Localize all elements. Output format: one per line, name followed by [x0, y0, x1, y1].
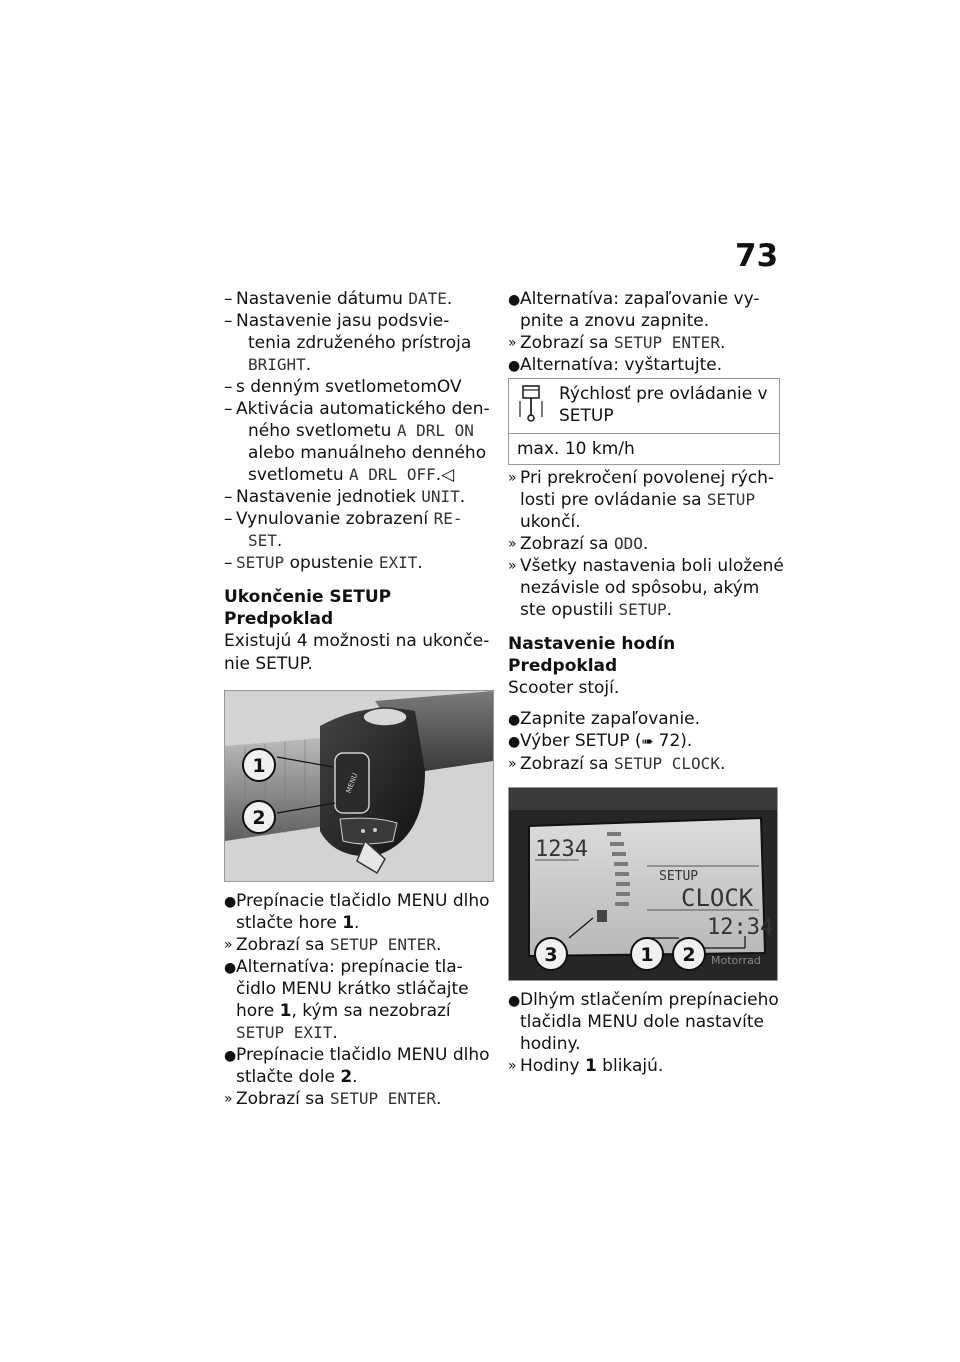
page-reference-icon: ➠: [641, 734, 654, 750]
speed-limit-value: max. 10 km/h: [509, 434, 780, 465]
speed-limit-title: Rýchlosť pre ovládanie v SETUP: [553, 379, 780, 434]
callout-2: [243, 801, 275, 833]
list-item: tenia združeného prístroja: [248, 333, 472, 353]
list-item: ukončí.: [520, 512, 581, 532]
instrument-display-figure: [508, 787, 778, 981]
list-item: nezávisle od spôsobu, akým: [520, 578, 760, 598]
exit-options-paragraph: Existujú 4 možnosti na ukonče- nie SETUP.: [224, 631, 490, 674]
section-heading-exit-setup: Ukončenie SETUP: [224, 587, 392, 607]
display-time-digits: 12:34: [707, 915, 774, 940]
handlebar-switch-figure: [224, 690, 494, 882]
list-item: – Nastavenie dátumu DATE.: [224, 289, 453, 309]
result-item: » Zobrazí sa SETUP ENTER.: [224, 935, 442, 955]
list-item: ● Prepínacie tlačidlo MENU dlho: [224, 891, 490, 911]
handlebar-switch-illustration: [225, 691, 493, 881]
list-item: – Nastavenie jednotiek UNIT.: [224, 487, 466, 507]
instrument-display-illustration: [509, 788, 777, 980]
prerequisite-heading-clock: Predpoklad: [508, 656, 618, 676]
callout-1: [243, 749, 275, 781]
menu-button-label: MENU: [344, 771, 360, 795]
piston-icon: [518, 383, 544, 423]
exit-steps-list: [224, 890, 496, 1110]
speed-limit-table: [508, 378, 780, 465]
clock-steps-list: [508, 708, 780, 775]
left-column: [224, 288, 496, 1110]
display-callout-3: [535, 938, 567, 970]
odometer-digits: 1234: [535, 837, 588, 862]
list-item: hodiny.: [520, 1034, 581, 1054]
set-clock-steps-list: [508, 989, 780, 1077]
list-item: ● Výber SETUP (➠ 72).: [508, 731, 693, 751]
list-item: ● Dlhým stlačením prepínacieho: [508, 990, 779, 1010]
prerequisite-heading: Predpoklad: [224, 609, 334, 629]
speed-exit-results-list: [508, 467, 784, 621]
result-item: » Zobrazí sa SETUP CLOCK.: [508, 754, 726, 774]
list-item: ného svetlometu A DRL ON: [248, 421, 474, 441]
list-item: – SETUP opustenie EXIT.: [224, 553, 423, 573]
list-item: – Vynulovanie zobrazení RE-: [224, 509, 463, 529]
list-item: ● Alternatíva: vyštartujte.: [508, 355, 723, 375]
list-item: – Nastavenie jasu podsvie-: [224, 311, 450, 331]
page-number: 73: [735, 238, 779, 274]
result-item: » Hodiny 1 blikajú.: [508, 1056, 664, 1076]
result-item: » Zobrazí sa SETUP ENTER.: [224, 1089, 442, 1109]
alternatives-list: [508, 288, 780, 376]
list-item: alebo manuálneho denného: [248, 443, 487, 463]
list-item: čidlo MENU krátko stláčajte: [236, 979, 469, 999]
list-item: losti pre ovládanie sa SETUP: [520, 490, 756, 510]
list-item: tlačidla MENU dole nastavíte: [520, 1012, 765, 1032]
list-item: SETUP EXIT.: [236, 1023, 338, 1043]
svg-text:3: 3: [544, 944, 558, 966]
list-item: pnite a znovu zapnite.: [520, 311, 710, 331]
display-callout-2: [673, 938, 705, 970]
settings-options-list: [224, 288, 496, 574]
list-item: ● Alternatíva: zapaľovanie vy-: [508, 289, 760, 309]
list-item: – Aktivácia automatického den-: [224, 399, 490, 419]
svg-text:2: 2: [682, 944, 696, 966]
list-item: BRIGHT.: [248, 355, 312, 375]
display-clock-text: CLOCK: [681, 884, 754, 912]
result-item: » Pri prekročení povolenej rých-: [508, 468, 775, 488]
display-callout-1: [631, 938, 663, 970]
result-item: » Zobrazí sa SETUP ENTER.: [508, 333, 726, 353]
section-heading-set-clock: Nastavenie hodín: [508, 634, 676, 654]
list-item: – s denným svetlometomOV: [224, 377, 462, 397]
list-item: svetlometu A DRL OFF.◁: [248, 465, 455, 485]
svg-text:1: 1: [640, 944, 654, 966]
right-column: [508, 288, 784, 1077]
list-item: stlačte hore 1.: [236, 913, 360, 933]
svg-text:2: 2: [252, 807, 266, 829]
list-item: stlačte dole 2.: [236, 1067, 358, 1087]
list-item: ● Alternatíva: prepínacie tla-: [224, 957, 463, 977]
result-item: » Všetky nastavenia boli uložené: [508, 556, 784, 576]
display-mode-text: SETUP: [659, 869, 699, 884]
speed-limit-icon-cell: [509, 379, 554, 434]
list-item: SET.: [248, 531, 283, 551]
svg-text:1: 1: [252, 755, 266, 777]
display-watermark: Motorrad: [711, 954, 761, 967]
list-item: ● Zapnite zapaľovanie.: [508, 709, 701, 729]
list-item: ste opustili SETUP.: [520, 600, 673, 620]
scooter-stands-paragraph: Scooter stojí.: [508, 678, 620, 698]
list-item: hore 1, kým sa nezobrazí: [236, 1001, 451, 1021]
list-item: ● Prepínacie tlačidlo MENU dlho: [224, 1045, 490, 1065]
result-item: » Zobrazí sa ODO.: [508, 534, 649, 554]
